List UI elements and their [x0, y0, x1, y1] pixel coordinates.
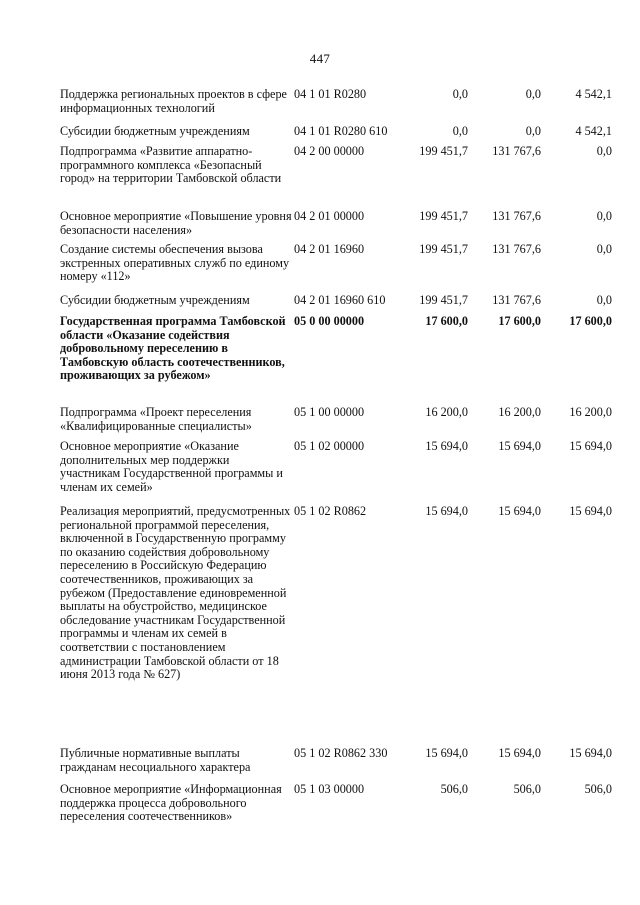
row-name: Основное мероприятие «Информационная поддержка процесса добровольного переселения соотечественников»: [60, 782, 282, 824]
row-name: Создание системы обеспечения вызова экстренных оперативных служб по единому номеру «112»: [60, 242, 290, 284]
row-name: Субсидии бюджетным учреждениям: [60, 124, 250, 138]
row-value-3: 16 200,0: [569, 405, 612, 419]
row-code: 04 2 01 16960 610: [294, 293, 386, 307]
row-value-1: 16 200,0: [425, 405, 468, 419]
row-name: Реализация мероприятий, предусмотренных региональной программой переселения, включенной в Государственную программу по оказанию содействия добровольному переселению в Российскую Федерацию соотечественников, проживающих за рубежом (Предоставление единовременной выплаты на обустройство, медицинское обследование участникам Государственной программы и членам их семей в соответствии с постановлением администрации Тамбовской области от 18 июня 2013 года № 627): [60, 504, 291, 682]
row-value-3: 4 542,1: [575, 124, 612, 138]
row-name: Основное мероприятие «Повышение уровня безопасности населения»: [60, 209, 292, 237]
row-name: Подпрограмма «Развитие аппаратно-программного комплекса «Безопасный город» на территории Тамбовской области: [60, 144, 282, 186]
row-value-1: 506,0: [440, 782, 468, 796]
row-code: 04 2 01 00000: [294, 209, 365, 223]
row-value-2: 0,0: [525, 87, 541, 101]
row-value-2: 17 600,0: [498, 314, 541, 328]
row-value-3: 0,0: [596, 242, 612, 256]
row-value-2: 131 767,6: [492, 209, 541, 223]
row-code: 05 1 03 00000: [294, 782, 365, 796]
page-number: 447: [309, 51, 331, 66]
row-value-2: 16 200,0: [498, 405, 541, 419]
row-value-1: 0,0: [452, 87, 468, 101]
row-name: Подпрограмма «Проект переселения «Квалифицированные специалисты»: [60, 405, 252, 433]
row-code: 05 1 02 R0862 330: [294, 746, 388, 760]
row-code: 04 2 01 16960: [294, 242, 365, 256]
row-value-1: 15 694,0: [425, 504, 468, 518]
row-code: 05 1 02 00000: [294, 439, 365, 453]
row-value-2: 131 767,6: [492, 242, 541, 256]
row-code: 04 1 01 R0280 610: [294, 124, 388, 138]
row-value-3: 4 542,1: [575, 87, 612, 101]
row-value-1: 17 600,0: [425, 314, 468, 328]
row-value-3: 15 694,0: [569, 504, 612, 518]
row-code: 04 1 01 R0280: [294, 87, 367, 101]
row-value-2: 15 694,0: [498, 439, 541, 453]
row-value-2: 15 694,0: [498, 746, 541, 760]
row-name: Государственная программа Тамбовской области «Оказание содействия добровольному переселению в Тамбовскую область соотечественников, проживающих за рубежом»: [60, 314, 286, 383]
row-value-1: 199 451,7: [419, 293, 468, 307]
row-value-1: 199 451,7: [419, 242, 468, 256]
row-code: 04 2 00 00000: [294, 144, 365, 158]
row-value-2: 131 767,6: [492, 293, 541, 307]
row-name: Основное мероприятие «Оказание дополнительных мер поддержки участникам Государственной программы и членам их семей»: [60, 439, 283, 494]
row-name: Субсидии бюджетным учреждениям: [60, 293, 250, 307]
row-value-3: 0,0: [596, 144, 612, 158]
row-value-2: 131 767,6: [492, 144, 541, 158]
row-value-1: 199 451,7: [419, 144, 468, 158]
row-value-3: 15 694,0: [569, 439, 612, 453]
row-value-1: 15 694,0: [425, 439, 468, 453]
row-value-2: 0,0: [525, 124, 541, 138]
row-value-3: 15 694,0: [569, 746, 612, 760]
row-value-1: 0,0: [452, 124, 468, 138]
row-value-1: 199 451,7: [419, 209, 468, 223]
row-name: Публичные нормативные выплаты гражданам несоциального характера: [60, 746, 251, 774]
row-value-2: 15 694,0: [498, 504, 541, 518]
row-name: Поддержка региональных проектов в сфере информационных технологий: [60, 87, 287, 115]
row-value-3: 17 600,0: [569, 314, 612, 328]
row-value-3: 0,0: [596, 209, 612, 223]
row-value-3: 506,0: [584, 782, 612, 796]
row-code: 05 1 02 R0862: [294, 504, 367, 518]
row-value-1: 15 694,0: [425, 746, 468, 760]
row-code: 05 0 00 00000: [294, 314, 365, 328]
row-value-2: 506,0: [513, 782, 541, 796]
row-value-3: 0,0: [596, 293, 612, 307]
row-code: 05 1 00 00000: [294, 405, 365, 419]
